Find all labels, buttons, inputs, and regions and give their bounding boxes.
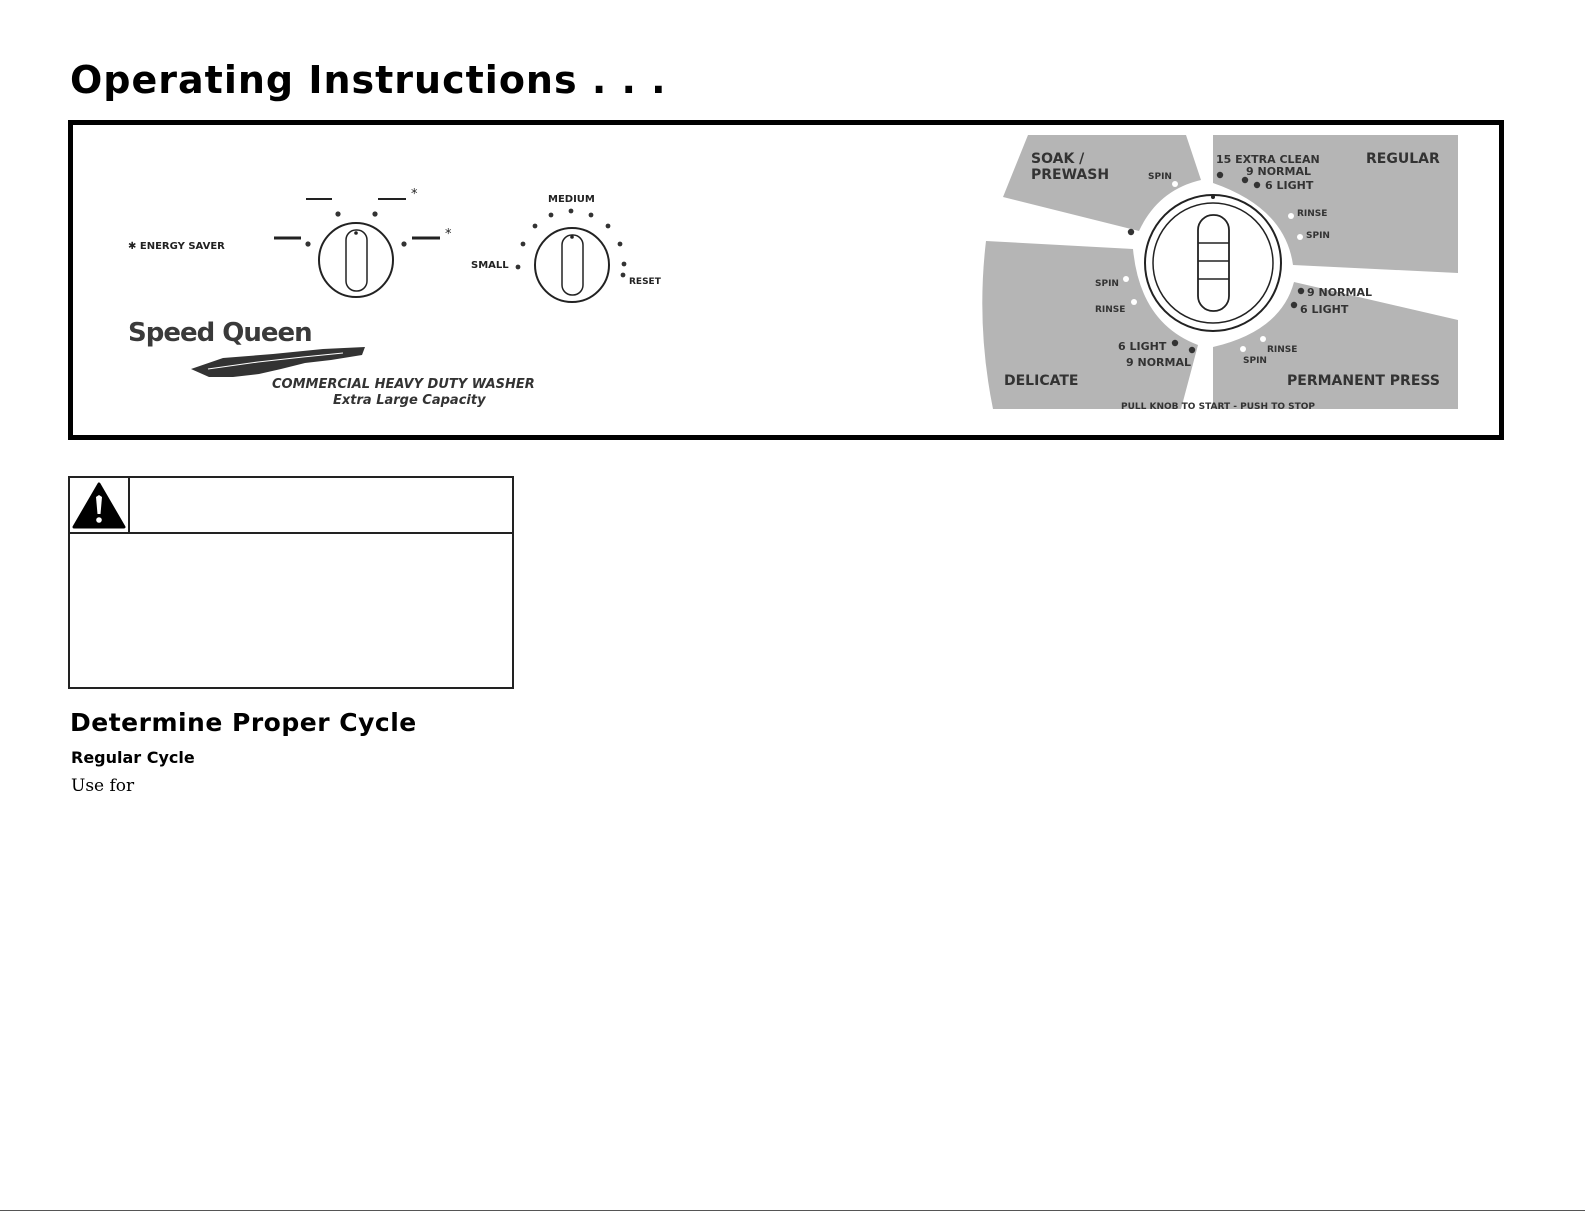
knob-pointer (570, 235, 574, 239)
dial-dot (401, 241, 406, 246)
step-spin-label: SPIN (1243, 356, 1267, 366)
dial-dot (606, 224, 611, 229)
dial-dot (1297, 234, 1303, 240)
knob-pointer (354, 231, 358, 235)
delicate-label: DELICATE (1004, 373, 1079, 389)
start-stop-instruction: PULL KNOB TO START - PUSH TO STOP (1121, 402, 1315, 412)
step-light-label: 6 LIGHT (1118, 340, 1167, 353)
dial-dot (1260, 336, 1266, 342)
dial-dot (622, 262, 627, 267)
load-size-knob-group (471, 194, 662, 302)
step-spin-label: SPIN (1306, 231, 1330, 241)
step-normal-label: 9 NORMAL (1246, 165, 1311, 178)
dial-dot (1254, 182, 1260, 188)
regular-label: REGULAR (1366, 151, 1440, 167)
dial-dot (1131, 299, 1137, 305)
reset-label: RESET (629, 277, 661, 287)
warning-triangle-icon (70, 478, 128, 532)
dial-dot (1172, 181, 1178, 187)
section-subtitle: Regular Cycle (71, 748, 195, 767)
cycle-knob-grip (1198, 215, 1229, 311)
dial-dot (1128, 229, 1134, 235)
soak-prewash-label-line1: SOAK / (1031, 151, 1085, 167)
warning-header (70, 478, 512, 534)
dial-dot (1288, 213, 1294, 219)
dial-dot (1172, 340, 1178, 346)
dial-dot (589, 213, 594, 218)
dial-dot (1242, 177, 1248, 183)
step-extra-clean-label: 15 EXTRA CLEAN (1216, 153, 1320, 166)
step-rinse-label: RINSE (1267, 345, 1298, 355)
dial-dot (516, 265, 521, 270)
dial-dot (549, 213, 554, 218)
small-label: SMALL (471, 260, 509, 271)
dial-dot (618, 242, 623, 247)
step-rinse-label: RINSE (1095, 305, 1126, 315)
dial-dot (569, 209, 574, 214)
energy-saver-label: ✱ ENERGY SAVER (128, 241, 225, 252)
dial-dot (1240, 346, 1246, 352)
exclamation-dot (96, 517, 102, 523)
bottom-rule (0, 1210, 1585, 1211)
asterisk-mark: * (411, 187, 418, 202)
section-title: Determine Proper Cycle (70, 708, 417, 737)
knob-grip (346, 230, 367, 291)
page-title: Operating Instructions . . . (70, 58, 667, 102)
warning-icon-cell (70, 478, 130, 532)
dial-dot (1189, 347, 1195, 353)
control-panel (68, 120, 1504, 440)
dial-dot (521, 242, 526, 247)
step-normal-label: 9 NORMAL (1307, 286, 1372, 299)
knob-grip (562, 235, 583, 295)
dial-dot (1217, 172, 1223, 178)
control-panel-graphic (73, 125, 1499, 435)
soak-prewash-label-line2: PREWASH (1031, 167, 1110, 183)
dial-dot (533, 224, 538, 229)
step-spin-label: SPIN (1148, 172, 1172, 182)
dial-dot (1291, 302, 1297, 308)
dial-dot (372, 211, 377, 216)
section-body-text: Use for (71, 776, 135, 796)
knob-pointer (1211, 195, 1215, 199)
step-rinse-label: RINSE (1297, 209, 1328, 219)
capacity-label: Extra Large Capacity (333, 393, 486, 408)
dial-dot (335, 211, 340, 216)
brand-flag-graphic (191, 347, 365, 377)
step-spin-label: SPIN (1095, 279, 1119, 289)
warning-box (68, 476, 514, 689)
product-line-label: COMMERCIAL HEAVY DUTY WASHER (272, 377, 535, 392)
medium-label: MEDIUM (548, 194, 595, 205)
asterisk-mark: * (445, 227, 452, 242)
dial-dot (1123, 276, 1129, 282)
speed-queen-logo-text: Speed Queen (128, 318, 312, 348)
step-light-label: 6 LIGHT (1300, 303, 1349, 316)
dial-dot (305, 241, 310, 246)
permanent-press-label: PERMANENT PRESS (1287, 373, 1440, 389)
step-light-label: 6 LIGHT (1265, 179, 1314, 192)
dial-dot (1298, 288, 1304, 294)
step-normal-label: 9 NORMAL (1126, 356, 1191, 369)
dial-dot (621, 273, 626, 278)
temperature-knob-group (274, 187, 452, 297)
